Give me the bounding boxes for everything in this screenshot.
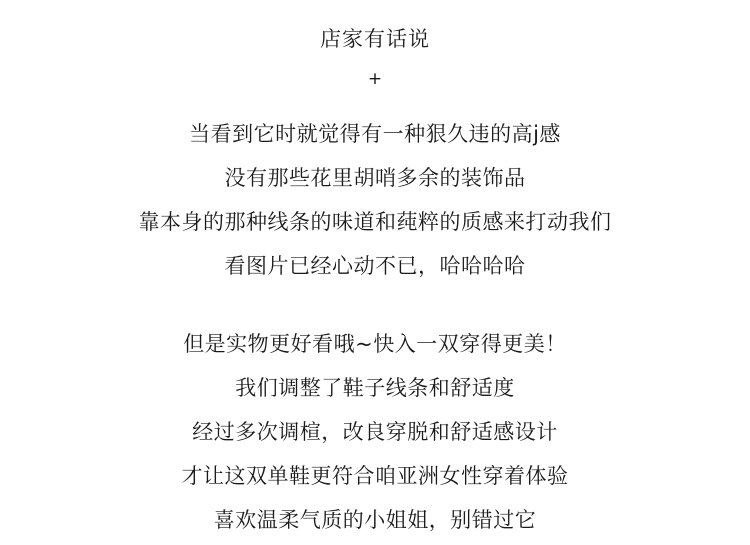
- text-line: 当看到它时就觉得有一种狠久违的高j感: [189, 122, 561, 146]
- text-line: 靠本身的那种线条的味道和莼粹的质感来打动我们: [138, 210, 612, 234]
- text-line: 才让这双单鞋更符合咱亚洲女性穿着体验: [181, 464, 569, 488]
- page-title: 店家有话说: [320, 27, 430, 51]
- plus-divider: +: [367, 69, 383, 89]
- text-line: 喜欢温柔气质的小姐姐，别错过它: [213, 508, 537, 532]
- text-line: 经过多次调楦，改良穿脱和舒适感设计: [192, 420, 558, 444]
- paragraph-2: [40, 322, 710, 542]
- paragraph-1: [40, 112, 710, 288]
- text-line: 但是实物更好看哦~快入一双穿得更美！: [183, 332, 567, 356]
- text-line: 没有那些花里胡哨多余的装饰品: [224, 166, 526, 190]
- text-line: 我们调整了鞋子线条和舒适度: [235, 376, 515, 400]
- text-line: 看图片已经心动不已，哈哈哈哈: [224, 254, 526, 278]
